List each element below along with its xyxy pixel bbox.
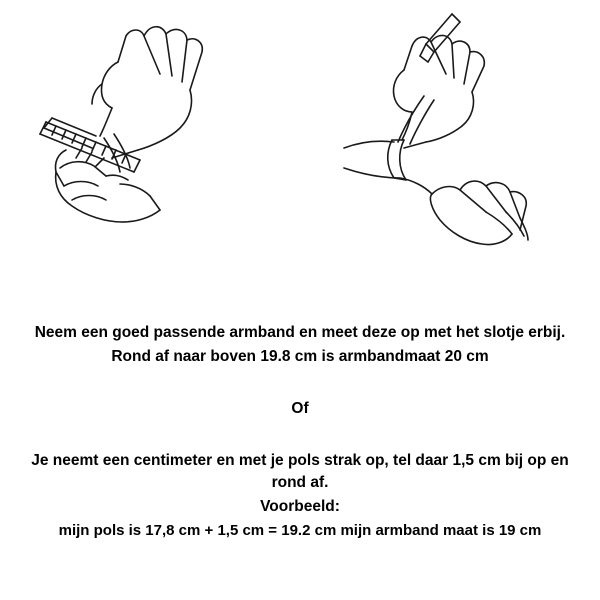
illustration-measure-bracelet-with-ruler [0, 0, 300, 280]
instruction-example-label: Voorbeeld: [260, 498, 340, 515]
instruction-line-2: Rond af naar boven 19.8 cm is armbandmaat 20 cm [111, 348, 489, 365]
illustration-row [0, 0, 600, 280]
instructions-block [0, 300, 600, 541]
instruction-example-calculation: mijn pols is 17,8 cm + 1,5 cm = 19.2 cm mijn armband maat is 19 cm [58, 522, 542, 539]
instruction-line-1: Neem een goed passende armband en meet deze op met het slotje erbij. [34, 324, 566, 341]
hand-ruler-icon [0, 0, 300, 280]
instruction-line-4: Je neemt een centimeter en met je pols strak op, tel daar 1,5 cm bij op en rond af. [31, 452, 569, 491]
hand-pen-tape-icon [300, 0, 600, 280]
illustration-measure-wrist-with-tape [300, 0, 600, 280]
instruction-separator-or: Of [291, 400, 309, 417]
